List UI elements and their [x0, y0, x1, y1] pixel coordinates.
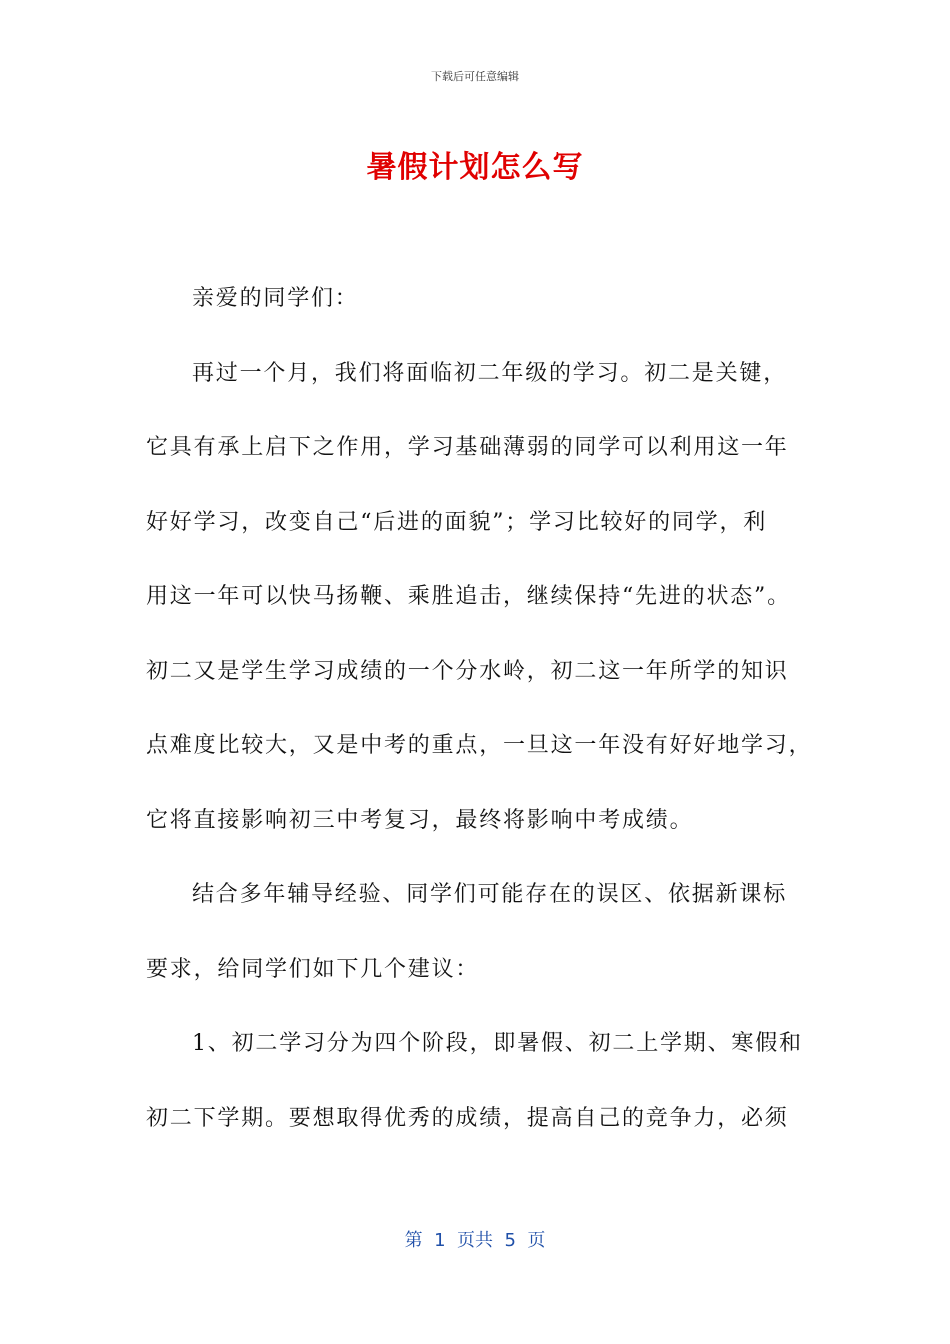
paragraph-line: 点难度比较大，又是中考的重点，一旦这一年没有好好地学习， [146, 733, 813, 758]
document-body [146, 262, 813, 1156]
paragraph-line: 1、初二学习分为四个阶段，即暑假、初二上学期、寒假和 [192, 1031, 803, 1056]
paragraph-line: 它具有承上启下之作用，学习基础薄弱的同学可以利用这一年 [146, 435, 789, 460]
paragraph-line: 用这一年可以快马扬鞭、乘胜追击，继续保持“先进的状态”。 [146, 584, 791, 609]
page-footer-number: 第 1 页共 5 页 [404, 1230, 546, 1251]
paragraph-line: 它将直接影响初三中考复习，最终将影响中考成绩。 [146, 807, 694, 833]
paragraph-line: 初二下学期。要想取得优秀的成绩，提高自己的竞争力，必须 [146, 1105, 789, 1131]
document-title: 暑假计划怎么写 [366, 150, 584, 185]
paragraph-line: 再过一个月，我们将面临初二年级的学习。初二是关键， [192, 360, 788, 386]
page-header-note: 下载后可任意编辑 [431, 70, 519, 83]
paragraph-line: 要求，给同学们如下几个建议： [146, 956, 480, 982]
paragraph-line: 初二又是学生学习成绩的一个分水岭，初二这一年所学的知识 [146, 658, 789, 684]
paragraph-line: 结合多年辅导经验、同学们可能存在的误区、依据新课标 [192, 882, 788, 907]
paragraph-line: 亲爱的同学们： [192, 286, 359, 311]
paragraph-line: 好好学习，改变自己“后进的面貌”；学习比较好的同学，利 [146, 509, 768, 535]
